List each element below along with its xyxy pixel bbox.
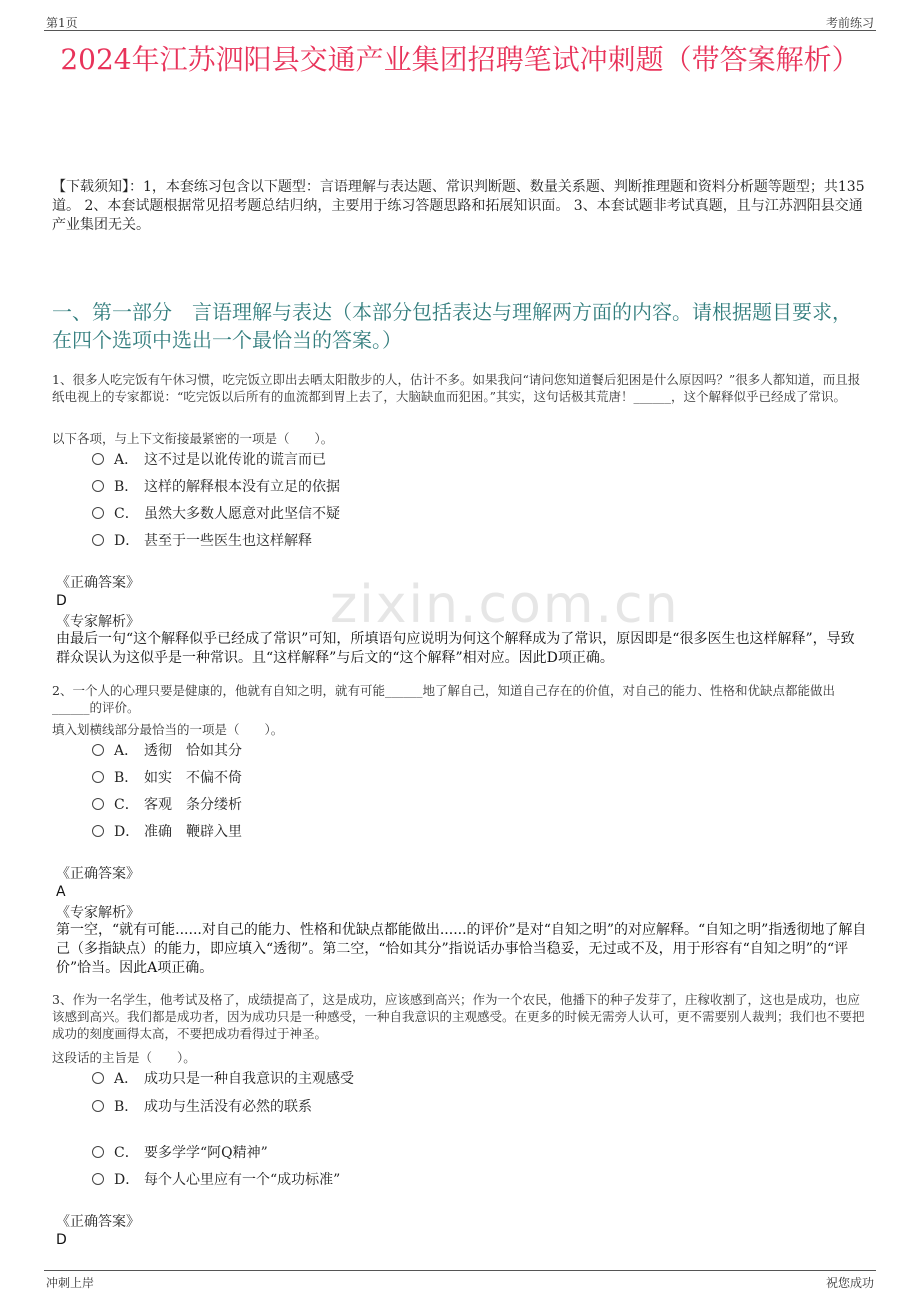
radio-icon[interactable]	[92, 798, 104, 810]
question-2-stem: 2、一个人的心理只要是健康的，他就有自知之明，就有可能______地了解自己，知道自己存在的价值，对自己的能力、性格和优缺点都能做出______的评价。	[52, 683, 835, 715]
section-heading: 一、第一部分 言语理解与表达（本部分包括表达与理解两方面的内容。请根据题目要求，在四个选项中选出一个最恰当的答案。）	[52, 300, 852, 352]
radio-icon[interactable]	[92, 1146, 104, 1158]
question-2-analysis-label: 《专家解析》	[56, 905, 140, 921]
radio-icon[interactable]	[92, 1173, 104, 1185]
document-title: 2024年江苏泗阳县交通产业集团招聘笔试冲刺题（带答案解析）	[60, 43, 860, 76]
header-tag: 考前练习	[825, 16, 874, 30]
radio-icon[interactable]	[92, 771, 104, 783]
radio-icon[interactable]	[92, 825, 104, 837]
question-1-prompt: 以下各项，与上下文衔接最紧密的一项是（ ）。	[52, 431, 334, 446]
footer-right-text: 祝您成功	[825, 1276, 874, 1290]
radio-icon[interactable]	[92, 534, 104, 546]
question-2-prompt: 填入划横线部分最恰当的一项是（ ）。	[52, 722, 284, 737]
question-3-option-b[interactable]: B． 成功与生活没有必然的联系	[92, 1097, 312, 1117]
radio-icon[interactable]	[92, 1100, 104, 1112]
question-3-option-d[interactable]: D． 每个人心里应有一个“成功标准”	[92, 1170, 340, 1190]
question-3-answer-label: 《正确答案》	[56, 1214, 140, 1230]
watermark: zixin.com.cn	[330, 575, 680, 635]
question-1-answer: D	[56, 593, 67, 609]
question-1-option-a[interactable]: A． 这不过是以讹传讹的谎言而已	[92, 450, 326, 470]
question-2-option-c[interactable]: C． 客观 条分缕析	[92, 795, 242, 815]
radio-icon[interactable]	[92, 507, 104, 519]
page-footer	[44, 1270, 876, 1291]
question-1-option-c[interactable]: C． 虽然大多数人愿意对此坚信不疑	[92, 504, 340, 524]
question-3-prompt: 这段话的主旨是（ ）。	[52, 1050, 196, 1065]
page-header	[44, 12, 876, 31]
page-number: 第1页	[46, 16, 78, 30]
question-3-option-c[interactable]: C． 要多学学“阿Q精神”	[92, 1143, 268, 1163]
question-2-option-d[interactable]: D． 准确 鞭辟入里	[92, 822, 242, 842]
question-2-option-b[interactable]: B． 如实 不偏不倚	[92, 768, 242, 788]
download-notice: 【下载须知】：1，本套练习包含以下题型：言语理解与表达题、常识判断题、数量关系题、判断推理题和资料分析题等题型；共135道。 2、本套试题根据常见招考题总结归纳，主要用于练习答题思路和拓展知识面。 3、本套试题非考试真题，且与江苏泗阳县交通产业集团无关。	[52, 179, 865, 233]
footer-left-text: 冲刺上岸	[46, 1276, 95, 1290]
question-1-analysis-label: 《专家解析》	[56, 614, 140, 630]
question-2-analysis: 第一空，“就有可能......对自己的能力、性格和优缺点都能做出......的评价”是对“自知之明”的对应解释。“自知之明”指透彻地了解自己（多指缺点）的能力，即应填入“透彻”。第二空，“恰如其分”指说话办事恰当稳妥，无过或不及，用于形容有“自知之明”的“评价”恰当。因此A项正确。	[56, 922, 867, 976]
question-1-analysis: 由最后一句“这个解释似乎已经成了常识”可知，所填语句应说明为何这个解释成为了常识，原因即是“很多医生也这样解释”，导致群众误认为这似乎是一种常识。且“这样解释”与后文的“这个解释”相对应。因此D项正确。	[56, 631, 855, 666]
question-1-option-b[interactable]: B． 这样的解释根本没有立足的依据	[92, 477, 340, 497]
question-3-option-a[interactable]: A． 成功只是一种自我意识的主观感受	[92, 1069, 354, 1089]
question-1-stem: 1、很多人吃完饭有午休习惯，吃完饭立即出去晒太阳散步的人，估计不多。如果我问“请问您知道餐后犯困是什么原因吗？”很多人都知道，而且报纸电视上的专家都说：“吃完饭以后所有的血流都到胃上去了，大脑缺血而犯困。”其实，这句话极其荒唐！______，这个解释似乎已经成了常识。	[52, 372, 861, 404]
question-2-option-a[interactable]: A． 透彻 恰如其分	[92, 741, 242, 761]
radio-icon[interactable]	[92, 1072, 104, 1084]
radio-icon[interactable]	[92, 744, 104, 756]
radio-icon[interactable]	[92, 453, 104, 465]
question-1-answer-label: 《正确答案》	[56, 575, 140, 591]
question-1-option-d[interactable]: D． 甚至于一些医生也这样解释	[92, 531, 312, 551]
question-2-answer: A	[56, 884, 66, 900]
question-3-answer: D	[56, 1232, 67, 1248]
question-3-stem: 3、作为一名学生，他考试及格了，成绩提高了，这是成功，应该感到高兴；作为一个农民，他播下的种子发芽了，庄稼收割了，这也是成功，也应该感到高兴。我们都是成功者，因为成功只是一种感受，一种自我意识的主观感受。在更多的时候无需旁人认可，更不需要别人裁判；我们也不要把成功的刻度画得太高，不要把成功看得过于神圣。	[52, 992, 865, 1041]
radio-icon[interactable]	[92, 480, 104, 492]
question-2-answer-label: 《正确答案》	[56, 866, 140, 882]
